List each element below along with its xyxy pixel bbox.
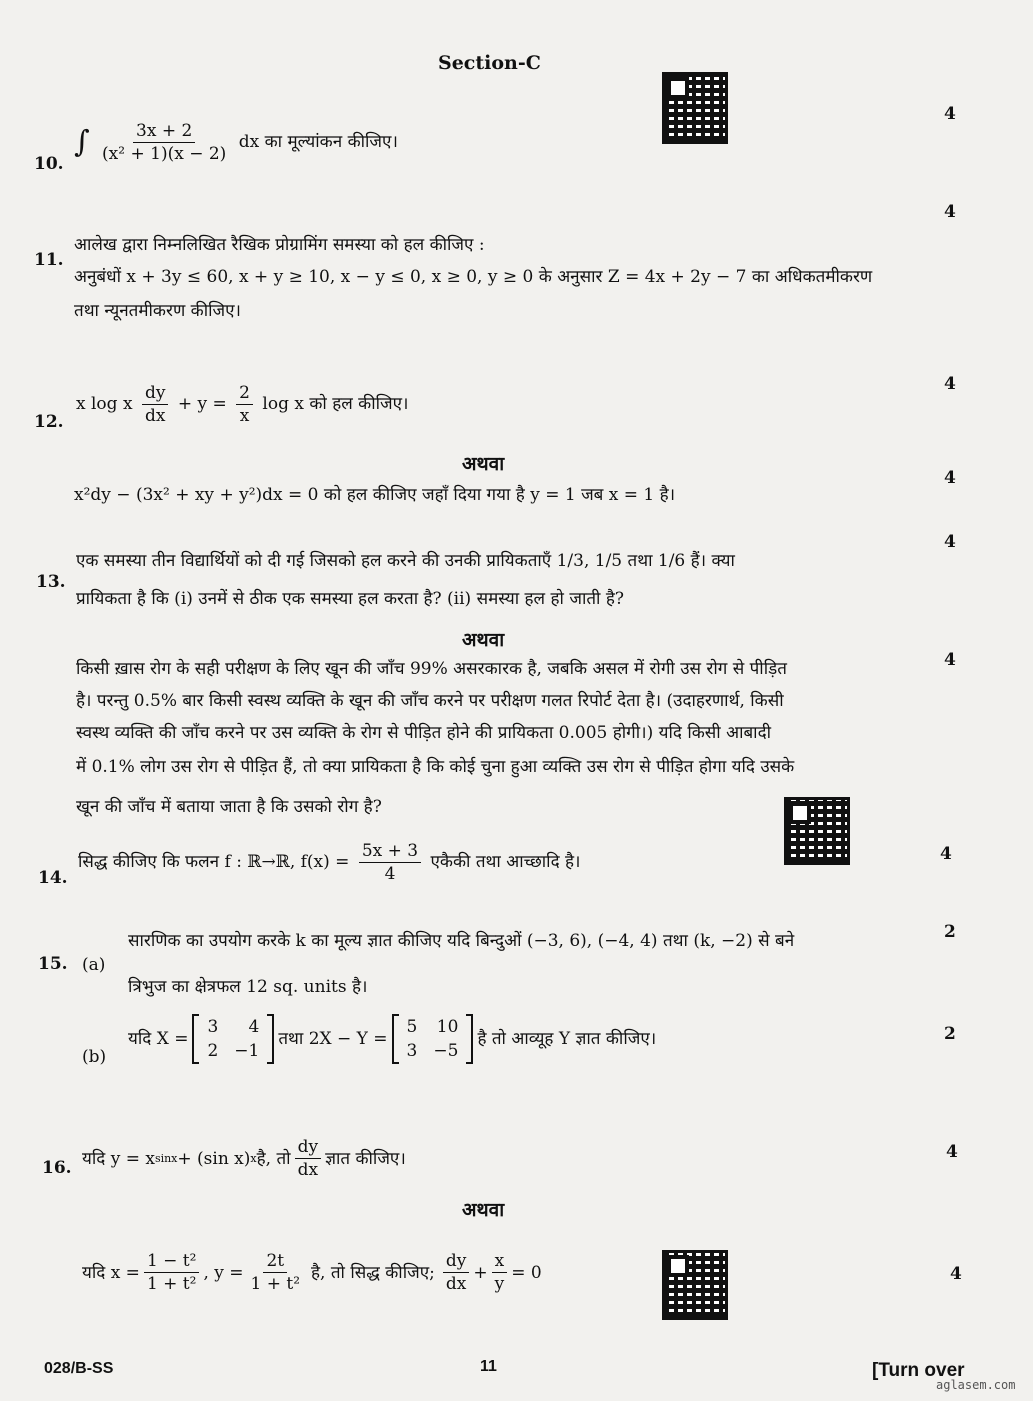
q15a-marks: 2 xyxy=(944,922,956,942)
q10-number: 10. xyxy=(34,154,64,174)
q12-alt-marks: 4 xyxy=(944,468,956,488)
matrix-x: 3 4 2 −1 xyxy=(192,1014,274,1064)
q12-expression: x log x $\frac{dy}{dx}$ + y = $\frac{2}{x}$ log x को हल कीजिए। xyxy=(76,383,409,426)
section-heading: Section-C xyxy=(438,52,541,74)
q15b-expression: यदि X = 3 4 2 −1 तथा 2X − Y = 5 10 3 −5 है तो आव्यूह Y ज्ञात कीजिए। xyxy=(128,1014,656,1064)
footer-code: 028/B-SS xyxy=(44,1360,114,1377)
q14-expression: सिद्ध कीजिए कि फलन f : ℝ→ℝ, f(x) = $\frac{5x + 3}{4}$ एकैकी तथा आच्छादि है। xyxy=(78,841,581,884)
q11-marks: 4 xyxy=(944,202,956,222)
q15a-label: (a) xyxy=(82,955,106,975)
q13-alt-line: किसी ख़ास रोग के सही परीक्षण के लिए खून की जाँच 99% असरकारक है, जबकि असल में रोगी उस रोग से पीड़ित xyxy=(76,659,787,679)
q13-alt-line: खून की जाँच में बताया जाता है कि उसको रोग है? xyxy=(76,797,382,817)
q15a-line2: त्रिभुज का क्षेत्रफल 12 sq. units है। xyxy=(128,977,368,997)
q12-or: अथवा xyxy=(462,453,505,475)
q13-alt-line: स्वस्थ व्यक्ति की जाँच करने पर उस व्यक्ति के रोग से पीड़ित होने की प्रायिकता 0.005 होगी।) यदि किसी आबादी xyxy=(76,723,772,743)
q11-line1: आलेख द्वारा निम्नलिखित रैखिक प्रोग्रामिंग समस्या को हल कीजिए : xyxy=(74,235,485,255)
q13-marks: 4 xyxy=(944,532,956,552)
q13-alt-line: में 0.1% लोग उस रोग से पीड़ित हैं, तो क्या प्रायिकता है कि कोई चुना हुआ व्यक्ति उस रोग से पीड़ित होगा यदि उसके xyxy=(76,757,795,777)
page-number: 11 xyxy=(480,1358,497,1375)
q16-alt-expression: यदि x = $\frac{\text{1 − t²}}{\text{1 + t²}}$ , y = $\frac{2t}{\text{1 + t²}}$ है, तो सिद्ध कीजिए; $\frac{dy}{dx}$ + $\frac{x}{y}$ = 0 xyxy=(82,1251,542,1294)
q11-line2: अनुबंधों x + 3y ≤ 60, x + y ≥ 10, x − y ≤ 0, x ≥ 0, y ≥ 0 के अनुसार Z = 4x + 2y − 7 का अधिकतमीकरण xyxy=(74,267,873,287)
turn-over: [Turn over xyxy=(872,1360,965,1381)
matrix-2x-minus-y: 5 10 3 −5 xyxy=(392,1014,474,1064)
q15a-line1: सारणिक का उपयोग करके k का मूल्य ज्ञात कीजिए यदि बिन्दुओं (−3, 6), (−4, 4) तथा (k, −2) से बने xyxy=(128,931,795,951)
q15b-marks: 2 xyxy=(944,1024,956,1044)
q10-marks: 4 xyxy=(944,104,956,124)
q16-alt-marks: 4 xyxy=(950,1264,962,1284)
q13-line2: प्रायिकता है कि (i) उनमें से ठीक एक समस्या हल करता है? (ii) समस्या हल हो जाती है? xyxy=(76,589,624,609)
q16-expression: यदि y = x sinx + (sin x) x है, तो $\frac{dy}{dx}$ ज्ञात कीजिए। xyxy=(82,1137,406,1180)
q15-number: 15. xyxy=(38,954,68,974)
q12-alt: x²dy − (3x² + xy + y²)dx = 0 को हल कीजिए जहाँ दिया गया है y = 1 जब x = 1 है। xyxy=(74,485,676,505)
qr-code-bottom xyxy=(662,1250,728,1320)
q13-line1: एक समस्या तीन विद्यार्थियों को दी गई जिसको हल करने की उनकी प्रायिकताएँ 1/3, 1/5 तथा 1/6 हैं। क्या xyxy=(76,551,735,571)
q12-number: 12. xyxy=(34,412,64,432)
q10-expression: ∫ $\frac{3x + 2}{\text{(x² + 1)(x − 2)}}$ dx का मूल्यांकन कीजिए। xyxy=(74,121,398,164)
q16-number: 16. xyxy=(42,1158,72,1178)
q15b-label: (b) xyxy=(82,1047,107,1067)
qr-code-middle xyxy=(784,797,850,865)
q16-marks: 4 xyxy=(946,1142,958,1162)
q12-marks: 4 xyxy=(944,374,956,394)
qr-code-top xyxy=(662,72,728,144)
q11-number: 11. xyxy=(34,250,64,270)
q16-or: अथवा xyxy=(462,1199,505,1221)
q14-marks: 4 xyxy=(940,844,952,864)
watermark: aglasem.com xyxy=(936,1378,1016,1392)
q13-alt-line: है। परन्तु 0.5% बार किसी स्वस्थ व्यक्ति के खून की जाँच करने पर परीक्षण गलत रिपोर्ट देता है। (उदाहरणार्थ, किसी xyxy=(76,691,784,711)
q13-alt-marks: 4 xyxy=(944,650,956,670)
q14-number: 14. xyxy=(38,868,68,888)
q11-line3: तथा न्यूनतमीकरण कीजिए। xyxy=(74,301,241,321)
q13-or: अथवा xyxy=(462,629,505,651)
q13-number: 13. xyxy=(36,572,66,592)
